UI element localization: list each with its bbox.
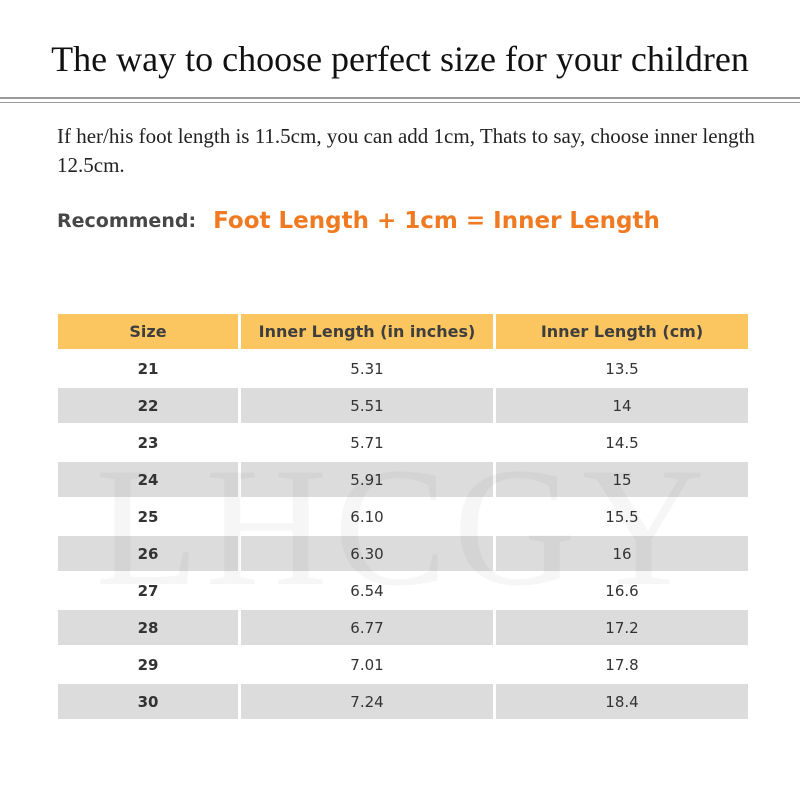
size-table — [55, 312, 751, 721]
recommendation — [57, 208, 777, 234]
header-size: Size — [58, 314, 238, 349]
recommend-formula: Foot Length + 1cm = Inner Length — [213, 208, 660, 234]
cell-size: 29 — [137, 655, 159, 674]
table-row — [58, 610, 748, 645]
table-row — [58, 536, 748, 571]
cell-inches: 5.71 — [350, 433, 384, 452]
cell-inches: 6.54 — [350, 581, 384, 600]
recommend-label: Recommend: — [57, 210, 197, 232]
cell-inches: 7.01 — [350, 655, 384, 674]
cell-size: 24 — [58, 462, 238, 497]
table-row — [58, 573, 748, 608]
cell-cm: 14.5 — [605, 433, 639, 452]
cell-cm: 16 — [496, 536, 748, 571]
table-row — [58, 647, 748, 682]
table-row — [58, 425, 748, 460]
cell-size: 23 — [137, 433, 159, 452]
cell-cm: 15.5 — [605, 507, 639, 526]
cell-cm: 14 — [496, 388, 748, 423]
cell-cm: 13.5 — [605, 359, 639, 378]
title-divider — [0, 97, 800, 99]
size-table-body — [58, 351, 748, 719]
title-divider-secondary — [0, 102, 800, 103]
cell-inches: 6.30 — [241, 536, 493, 571]
cell-cm: 17.2 — [496, 610, 748, 645]
cell-inches: 6.77 — [241, 610, 493, 645]
table-row — [58, 499, 748, 534]
cell-inches: 7.24 — [241, 684, 493, 719]
cell-cm: 15 — [496, 462, 748, 497]
intro-text: If her/his foot length is 11.5cm, you can add 1cm, Thats to say, choose inner length 12.5cm. — [57, 124, 755, 177]
table-row — [58, 351, 748, 386]
cell-size: 22 — [58, 388, 238, 423]
cell-inches: 6.10 — [350, 507, 384, 526]
cell-inches: 5.91 — [241, 462, 493, 497]
header-inches: Inner Length (in inches) — [241, 314, 493, 349]
table-row — [58, 388, 748, 423]
cell-cm: 17.8 — [605, 655, 639, 674]
cell-cm: 18.4 — [496, 684, 748, 719]
cell-size: 30 — [58, 684, 238, 719]
cell-size: 25 — [137, 507, 159, 526]
header-cm: Inner Length (cm) — [496, 314, 748, 349]
table-header-row — [58, 314, 748, 349]
table-row — [58, 684, 748, 719]
cell-size: 26 — [58, 536, 238, 571]
cell-inches: 5.51 — [241, 388, 493, 423]
cell-size: 21 — [137, 359, 159, 378]
cell-size: 27 — [137, 581, 159, 600]
page-title: The way to choose perfect size for your children — [51, 39, 749, 79]
table-row — [58, 462, 748, 497]
cell-inches: 5.31 — [350, 359, 384, 378]
cell-size: 28 — [58, 610, 238, 645]
cell-cm: 16.6 — [605, 581, 639, 600]
